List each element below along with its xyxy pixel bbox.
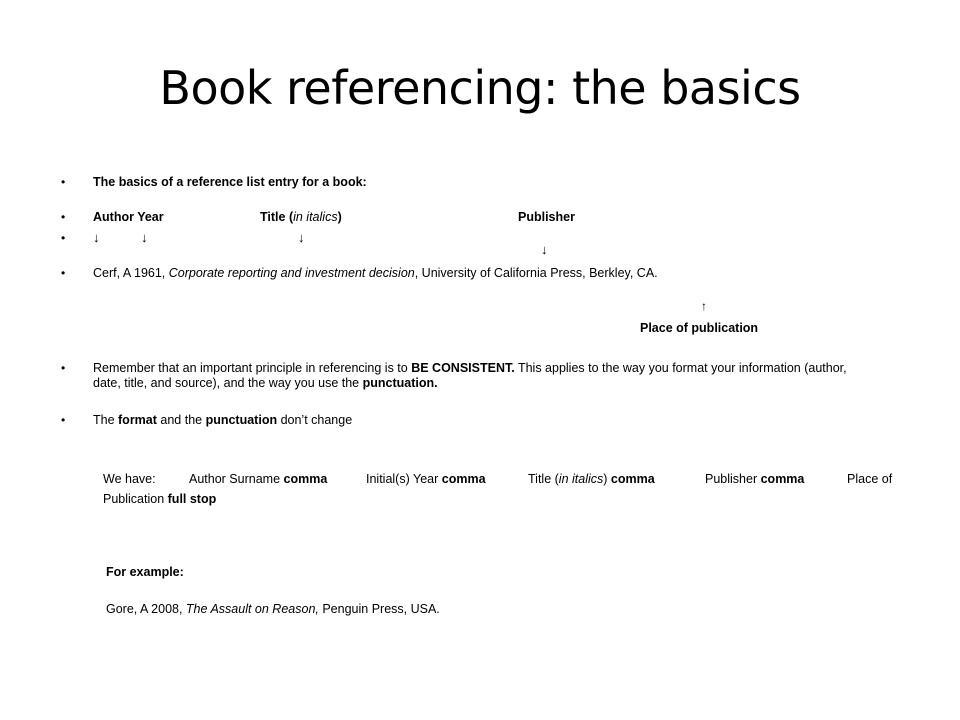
bullet-dot: • [61, 231, 66, 245]
format-text: The [93, 413, 119, 427]
arrow-down-icon: ↓ [141, 230, 148, 245]
example-reference [93, 266, 658, 281]
pattern-comma: comma [610, 472, 655, 486]
arrow-up-icon: ↑ [701, 299, 707, 313]
pattern-publication [103, 492, 216, 507]
pattern-publication-text: Publication [103, 492, 165, 506]
pattern-author-text: Author Surname [189, 472, 281, 486]
intro-text: The basics of a reference list entry for a book: [93, 175, 367, 189]
consistency-text: Remember that an important principle in referencing is to [93, 361, 412, 375]
arrow-down-icon: ↓ [298, 230, 305, 245]
punctuation-word: punctuation [205, 413, 278, 427]
pattern-title-text: Title ( [528, 472, 559, 486]
pattern-title-italic: in italics [558, 472, 604, 486]
example-title: Corporate reporting and investment decision [168, 266, 415, 280]
label-title-text: Title ( [260, 210, 294, 224]
place-of-publication-label: Place of publication [640, 321, 759, 335]
format-text-2: and the [156, 413, 206, 427]
slide-title: Book referencing: the basics [159, 61, 801, 115]
gore-rest: Penguin Press, USA. [318, 602, 440, 616]
consistency-text-2: This applies to the way you format your information (author, date, title, and source), and the way you use the [93, 361, 847, 390]
arrow-down-icon: ↓ [541, 242, 548, 257]
gore-reference [106, 602, 440, 617]
pattern-full-stop: full stop [167, 492, 217, 506]
example-author: Cerf, A 1961, [93, 266, 169, 280]
pattern-title [528, 472, 655, 487]
pattern-initials [366, 472, 486, 487]
pattern-comma: comma [283, 472, 328, 486]
label-publisher: Publisher [518, 210, 575, 224]
bullet-dot: • [61, 361, 66, 375]
pattern-publisher-text: Publisher [705, 472, 758, 486]
pattern-author [189, 472, 327, 487]
gore-author: Gore, A 2008, [106, 602, 186, 616]
example-rest: , University of California Press, Berkley, CA. [414, 266, 658, 280]
punctuation-emphasis: punctuation. [362, 376, 438, 390]
pattern-comma: comma [441, 472, 486, 486]
bullet-dot: • [61, 413, 66, 427]
label-title-italic: in italics [293, 210, 338, 224]
format-statement [93, 413, 352, 428]
consistency-paragraph [93, 361, 863, 391]
pattern-comma: comma [760, 472, 805, 486]
consistency-emphasis: BE CONSISTENT. [411, 361, 515, 375]
label-title [260, 210, 342, 225]
bullet-dot: • [61, 175, 66, 189]
pattern-publisher [705, 472, 804, 487]
bullet-dot: • [61, 266, 66, 280]
format-text-3: don’t change [277, 413, 353, 427]
pattern-place-of: Place of [847, 472, 893, 486]
pattern-initials-text: Initial(s) Year [366, 472, 439, 486]
label-author-year: Author Year [93, 210, 164, 224]
format-word: format [118, 413, 157, 427]
pattern-we-have: We have: [103, 472, 156, 486]
pattern-title-close: ) [603, 472, 608, 486]
example-heading: For example: [106, 565, 184, 579]
gore-title: The Assault on Reason, [185, 602, 319, 616]
arrow-down-icon: ↓ [93, 230, 100, 245]
bullet-dot: • [61, 210, 66, 224]
label-title-close: ) [337, 210, 342, 224]
